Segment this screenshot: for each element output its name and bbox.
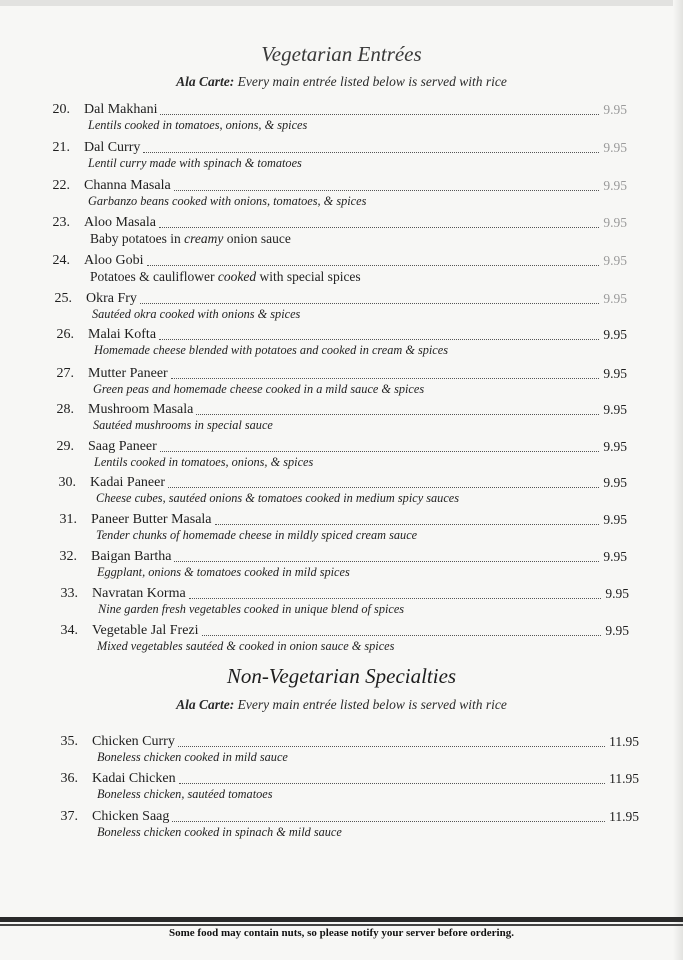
item-price: 9.95 [605,586,629,601]
desc-part: Baby potatoes in [90,231,185,246]
menu-item-36 [42,769,639,805]
item-description: Lentils cooked in tomatoes, onions, & spices [88,118,308,132]
scan-edge-right [673,0,683,960]
item-name: Navratan Korma [92,586,186,601]
item-name: Dal Makhani [84,102,158,117]
desc-part: with special spices [256,269,361,284]
item-price: 9.95 [605,623,629,638]
item-description: Cheese cubes, sautéed onions & tomatoes cooked in medium spicy sauces [96,491,460,505]
item-name: Channa Masala [84,178,171,193]
item-price: 9.95 [603,178,627,193]
item-number: 32. [59,549,77,564]
menu-item-26 [38,325,627,361]
dot-leader [147,264,600,266]
menu-item-21 [34,138,627,174]
desc-italic-part: creamy [184,231,224,246]
dot-leader [140,302,599,304]
item-number: 26. [56,327,74,342]
nonveg-section-subtitle [0,697,683,713]
dot-leader [178,745,605,747]
item-description: Boneless chicken cooked in mild sauce [97,750,288,764]
dot-leader [189,597,602,599]
item-description: Boneless chicken, sautéed tomatoes [97,787,273,801]
item-name: Kadai Chicken [92,771,176,786]
item-price: 9.95 [603,475,627,490]
desc-part: Potatoes & cauliflower [90,269,218,284]
item-number: 29. [56,439,74,454]
item-number: 25. [54,291,72,306]
item-number: 31. [59,512,77,527]
dot-leader [159,226,599,228]
dot-leader [174,560,599,562]
item-description: Lentil curry made with spinach & tomatoes [88,156,302,170]
item-number: 30. [58,475,76,490]
dot-leader [159,338,599,340]
allergy-note: Some food may contain nuts, so please notify your server before ordering. [169,927,514,939]
menu-item-37 [42,807,639,843]
item-price: 9.95 [603,512,627,527]
desc-part: onion sauce [223,231,291,246]
item-name: Mutter Paneer [88,366,168,381]
item-description: Tender chunks of homemade cheese in mildly spiced cream sauce [96,528,418,542]
menu-item-23 [34,213,627,249]
item-description [90,269,361,285]
item-price: 9.95 [603,253,627,268]
item-name: Vegetable Jal Frezi [92,623,199,638]
item-name: Okra Fry [86,291,137,306]
item-description: Mixed vegetables sautéed & cooked in onion sauce & spices [97,639,395,653]
veg-subtitle-text: Every main entrée listed below is served with rice [234,74,507,89]
item-price: 9.95 [603,327,627,342]
nonveg-section-title: Non-Vegetarian Specialties [226,664,457,688]
item-number: 34. [60,623,78,638]
item-price: 9.95 [603,549,627,564]
menu-item-31 [41,510,627,546]
item-price: 11.95 [609,809,639,824]
dot-leader [160,450,600,452]
item-name: Mushroom Masala [88,402,194,417]
dot-leader [202,634,602,636]
item-name: Chicken Curry [92,734,175,749]
menu-item-34 [42,621,629,657]
item-description: Homemade cheese blended with potatoes and cooked in cream & spices [94,343,449,357]
item-number: 20. [52,102,70,117]
item-name: Baigan Bartha [91,549,172,564]
dot-leader [179,782,606,784]
item-name: Dal Curry [84,140,141,155]
item-description: Lentils cooked in tomatoes, onions, & spices [94,455,314,469]
item-description: Nine garden fresh vegetables cooked in unique blend of spices [98,602,405,616]
item-price: 9.95 [603,439,627,454]
dot-leader [196,413,599,415]
menu-item-24 [34,251,627,287]
item-description [90,231,291,247]
item-number: 27. [56,366,74,381]
item-price: 11.95 [609,771,639,786]
menu-item-30 [40,473,627,509]
dot-leader [168,486,599,488]
item-price: 9.95 [603,102,627,117]
dot-leader [171,377,600,379]
item-name: Malai Kofta [88,327,157,342]
menu-item-29 [38,437,627,473]
item-number: 33. [60,586,78,601]
item-number: 24. [52,253,70,268]
item-price: 9.95 [603,140,627,155]
menu-item-35 [42,732,639,768]
item-name: Kadai Paneer [90,475,166,490]
item-price: 9.95 [603,402,627,417]
item-name: Saag Paneer [88,439,157,454]
menu-item-25 [36,289,627,325]
veg-subtitle-label: Ala Carte: [176,74,235,89]
dot-leader [143,151,599,153]
dot-leader [160,113,599,115]
item-price: 9.95 [603,366,627,381]
item-number: 22. [52,178,70,193]
veg-section-title: Vegetarian Entrées [261,42,422,66]
nonveg-subtitle-text: Every main entrée listed below is served with rice [234,697,507,712]
item-description: Sautéed okra cooked with onions & spices [92,307,301,321]
item-description: Sautéed mushrooms in special sauce [93,418,273,432]
item-description: Boneless chicken cooked in spinach & mild sauce [97,825,342,839]
menu-item-33 [42,584,629,620]
veg-section-subtitle [0,74,683,90]
menu-item-32 [41,547,627,583]
footer-rule-thin [0,924,683,926]
item-number: 21. [52,140,70,155]
item-description: Garbanzo beans cooked with onions, tomatoes, & spices [88,194,367,208]
item-description: Green peas and homemade cheese cooked in a mild sauce & spices [93,382,425,396]
dot-leader [215,523,600,525]
dot-leader [172,820,605,822]
item-number: 23. [52,215,70,230]
item-description: Eggplant, onions & tomatoes cooked in mild spices [97,565,350,579]
desc-italic-part: cooked [217,269,257,284]
item-number: 36. [60,771,78,786]
menu-item-28 [38,400,627,436]
menu-item-22 [34,176,627,212]
item-name: Chicken Saag [92,809,170,824]
item-name: Aloo Masala [84,215,156,230]
menu-item-20 [34,100,627,136]
dot-leader [174,189,600,191]
footer-rule [0,917,683,922]
item-number: 37. [60,809,78,824]
item-price: 9.95 [603,291,627,306]
menu-item-27 [38,364,627,400]
item-number: 28. [56,402,74,417]
item-price: 11.95 [609,734,639,749]
scan-edge-top [0,0,683,6]
item-number: 35. [60,734,78,749]
item-name: Paneer Butter Masala [91,512,212,527]
item-price: 9.95 [603,215,627,230]
item-name: Aloo Gobi [84,253,144,268]
nonveg-subtitle-label: Ala Carte: [176,697,235,712]
